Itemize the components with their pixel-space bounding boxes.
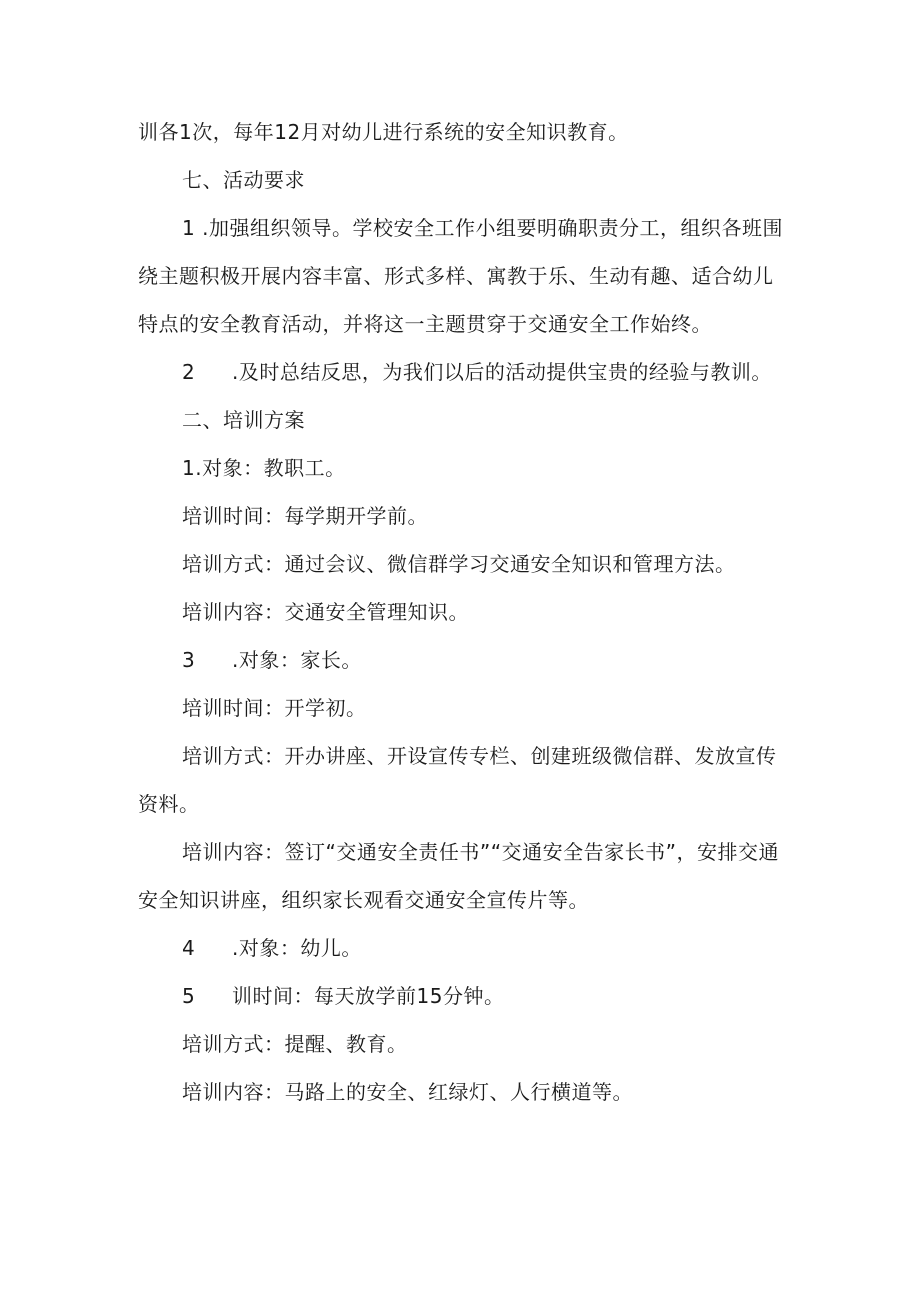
item-text: .对象：幼儿。 bbox=[232, 936, 362, 960]
paragraph-target-staff: 1.对象：教职工。 bbox=[182, 456, 346, 480]
numbered-item-2 bbox=[138, 348, 788, 396]
item-text: 训时间：每天放学前15分钟。 bbox=[232, 984, 505, 1008]
paragraph-staff-training-content: 培训内容：交通安全管理知识。 bbox=[182, 600, 469, 624]
paragraph-staff-training-method: 培训方式：通过会议、微信群学习交通安全知识和管理方法。 bbox=[182, 552, 736, 576]
paragraph-parent-training-content: 培训内容：签订“交通安全责任书”“交通安全告家长书”，安排交通安全知识讲座，组织家长观看交通安全宣传片等。 bbox=[138, 840, 779, 912]
numbered-item-3 bbox=[138, 636, 788, 684]
numbered-item-5 bbox=[138, 972, 788, 1020]
item-number: 4 bbox=[182, 936, 196, 960]
item-number: 5 bbox=[182, 984, 196, 1008]
paragraph-training-frequency: 训各1次，每年12月对幼儿进行系统的安全知识教育。 bbox=[138, 120, 629, 144]
paragraph-staff-training-time: 培训时间：每学期开学前。 bbox=[182, 504, 428, 528]
item-text: .及时总结反思，为我们以后的活动提供宝贵的经验与教训。 bbox=[232, 360, 772, 384]
paragraph-parent-training-method: 培训方式：开办讲座、开设宣传专栏、创建班级微信群、发放宣传资料。 bbox=[138, 744, 777, 816]
item-text: .对象：家长。 bbox=[232, 648, 362, 672]
document-body bbox=[138, 108, 788, 1116]
heading-training-plan: 二、培训方案 bbox=[182, 408, 305, 432]
heading-activity-requirements: 七、活动要求 bbox=[182, 168, 305, 192]
paragraph-strengthen-leadership: 1 .加强组织领导。学校安全工作小组要明确职责分工，组织各班围绕主题积极开展内容丰富、形式多样、寓教于乐、生动有趣、适合幼儿特点的安全教育活动，并将这一主题贯穿于交通安全工作始终。 bbox=[138, 216, 783, 336]
item-number: 2 bbox=[182, 360, 196, 384]
paragraph-child-training-content: 培训内容：马路上的安全、红绿灯、人行横道等。 bbox=[182, 1080, 633, 1104]
item-number: 3 bbox=[182, 648, 196, 672]
paragraph-child-training-method: 培训方式：提醒、教育。 bbox=[182, 1032, 408, 1056]
numbered-item-4 bbox=[138, 924, 788, 972]
paragraph-parent-training-time: 培训时间：开学初。 bbox=[182, 696, 367, 720]
